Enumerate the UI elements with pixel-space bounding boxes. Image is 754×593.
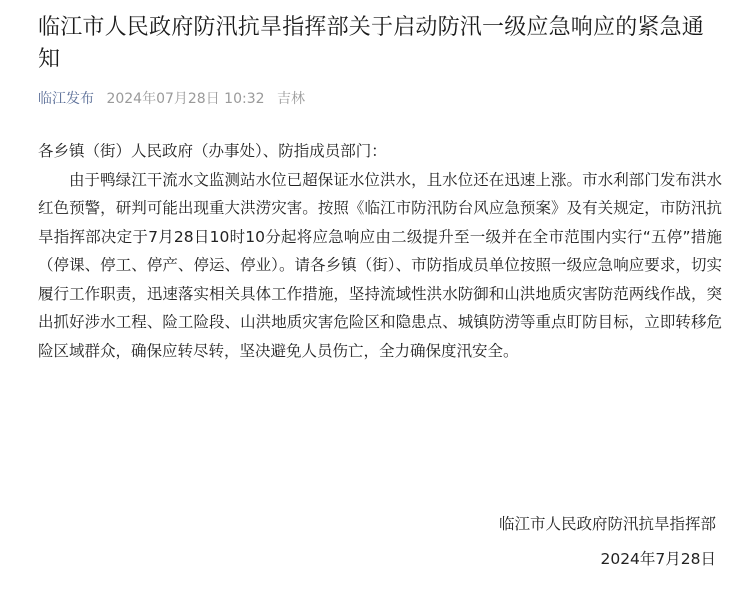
signature-organization: 临江市人民政府防汛抗旱指挥部 <box>498 515 716 533</box>
publish-date: 2024年07月28日 10:32 <box>106 91 265 107</box>
salutation: 各乡镇（街）人民政府（办事处）、防指成员部门： <box>38 142 387 160</box>
signature-date: 2024年7月28日 <box>600 550 716 568</box>
article <box>38 0 722 365</box>
body-paragraph: 由于鸭绿江干流水文监测站水位已超保证水位洪水，且水位还在迅速上涨。市水利部门发布洪水红色预警，研判可能出现重大洪涝灾害。按照《临江市防汛防台风应急预案》及有关规定，市防汛抗旱指挥部决定于7月28日10时10分起将应急响应由二级提升至一级并在全市范围内实行“五停”措施（停课、停工、停产、停运、停业）。请各乡镇（街）、市防指成员单位按照一级应急响应要求，切实履行工作职责，迅速落实相关具体工作措施，坚持流域性洪水防御和山洪地质灾害防范两线作战，突出抓好涉水工程、险工险段、山洪地质灾害危险区和隐患点、城镇防涝等重点盯防目标，立即转移危险区域群众，确保应转尽转，坚决避免人员伤亡，全力确保度汛安全。 <box>38 170 722 360</box>
publish-location: 吉林 <box>276 91 305 107</box>
account-name-link[interactable]: 临江发布 <box>38 91 94 107</box>
article-meta <box>38 89 722 109</box>
article-title: 临江市人民政府防汛抗旱指挥部关于启动防汛一级应急响应的紧急通知 <box>38 15 705 72</box>
article-body <box>38 137 722 365</box>
